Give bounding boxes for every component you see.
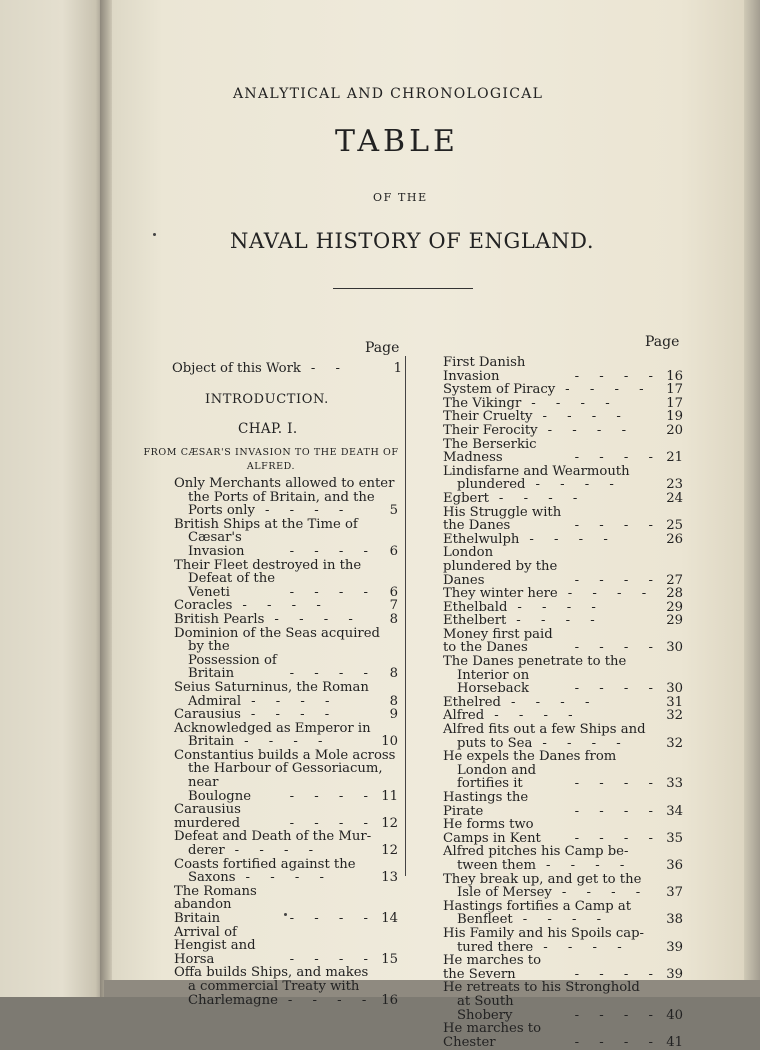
toc-entry-page: 12 [381,843,398,859]
toc-entry-page: 40 [666,1007,683,1023]
toc-entry-text: Their Fleet destroyed in the [174,557,362,573]
toc-entry-page: 29 [666,613,683,629]
toc-entry-text: The Berserkic Madness [443,436,537,466]
toc-entry-title: Object of this Work [172,361,301,376]
toc-entry-page: 36 [666,857,683,873]
toc-entry-page: 12 [381,815,398,831]
toc-entry-page: 30 [666,640,683,656]
toc-entry-text: Their Ferocity [443,422,538,438]
right-toc-list [443,356,683,1049]
toc-entry-page: 13 [381,870,398,886]
toc-entry-text: He marches to Chester [443,1021,542,1050]
toc-entry: Only Merchants allowed to enter the Ports of Britain, and the Ports only - - - - 5 [174,476,398,519]
title-line-1: ANALYTICAL AND CHRONOLOGICAL [233,86,544,102]
toc-entry-text: Carausius murdered [174,802,241,831]
toc-entry-page: 8 [389,666,398,682]
toc-entry-page: 41 [666,1034,683,1050]
toc-entry: Arrival of Hengist and Horsa - - - - 15 [174,924,398,967]
toc-entry: They break up, and get to the Isle of Mersey - - - - 37 [443,871,683,901]
toc-entry: Dominion of the Seas acquired by the Possession of Britain - - - - 8 [174,625,398,682]
toc-entry: Their Ferocity - - - - 20 [443,422,683,438]
toc-entry-page: 23 [666,477,683,493]
right-page-label: Page [645,334,680,350]
left-page-label: Page [365,340,400,356]
left-toc-list [174,477,398,1007]
toc-entry-page: 21 [666,450,683,466]
toc-entry: The Berserkic Madness - - - - 21 [443,436,683,466]
toc-entry-text: derer [188,843,225,859]
toc-entry-page: 16 [381,992,398,1008]
toc-entry-text: British Pearls [174,611,265,627]
toc-entry-page: 30 [666,681,683,697]
toc-entry: Alfred pitches his Camp be- tween them - - - - 36 [443,844,683,873]
toc-entry-page: 20 [666,422,683,438]
introduction-heading: INTRODUCTION. [205,392,329,407]
toc-entry: His Family and his Spoils cap- tured there - - - - 39 [443,925,683,955]
toc-entry-text: Dominion of the Seas acquired [174,625,380,641]
toc-entry-page: 38 [666,912,683,928]
toc-entry-page: 17 [666,382,683,398]
toc-entry-text: They winter here [443,586,558,602]
toc-entry-page: 19 [666,409,683,425]
toc-entry: The Danes penetrate to the Interior on Horseback - - - - 30 [443,654,683,697]
toc-entry-text: Benfleet [457,912,513,928]
toc-entry-page: 27 [666,572,683,588]
toc-entry-text: Alfred [443,708,485,724]
toc-entry: He forms two Camps in Kent - - - - 35 [443,817,683,846]
toc-entry: Defeat and Death of the Mur- derer - - - - 12 [174,829,398,859]
toc-entry-text: Alfred pitches his Camp be- [443,844,629,860]
toc-entry-text: The Vikingr [443,395,522,411]
toc-entry-text: The Romans abandon Britain [174,883,257,926]
toc-entry-text: tured there [457,939,534,955]
toc-entry-text: He expels the Danes from [443,749,617,765]
toc-entry: He marches to the Severn - - - - 39 [443,953,683,982]
toc-entry: Carausius - - - - 9 [174,707,398,723]
toc-entry: Alfred fits out a few Ships and puts to Sea - - - - 32 [443,722,683,751]
toc-entry-page: 29 [666,599,683,615]
toc-entry-page: 31 [666,694,683,710]
toc-entry: He marches to Chester - - - - 41 [443,1021,683,1050]
toc-entry-page: 11 [381,788,398,804]
toc-entry-text: Saxons [188,870,236,886]
toc-entry-text: Admiral [188,693,242,709]
toc-entry: Ethelbald - - - - 29 [443,599,683,615]
toc-entry-text: Isle of Mersey [457,885,552,901]
toc-entry-text: Britain [188,734,235,750]
toc-entry-text: His Struggle with the Danes [443,504,562,534]
toc-entry-page: 24 [666,490,683,506]
toc-entry-text: He forms two Camps in Kent [443,817,541,846]
toc-entry: Their Fleet destroyed in the Defeat of the Veneti - - - - 6 [174,557,398,600]
toc-entry: He expels the Danes from London and fortifies it - - - - 33 [443,749,683,792]
chapter-subtitle: FROM CÆSAR'S INVASION TO THE DEATH OF ALFRED. [143,447,399,472]
toc-entry-text: Hastings the Pirate [443,790,529,819]
paper-speck [284,913,287,916]
toc-entry: Egbert - - - - 24 [443,490,683,506]
toc-entry: London plundered by the Danes - - - - 27 [443,545,683,588]
toc-entry-text: the Ports of Britain, and the [188,489,375,505]
title-line-3: OF THE [373,191,428,204]
toc-entry-text: Constantius builds a Mole across [174,747,396,763]
toc-entry-text: by the Possession of Britain [188,639,277,682]
toc-entry-text: Ethelbald [443,599,508,615]
toc-entry-page: 1 [393,361,402,376]
toc-entry-text: Defeat of the Veneti [188,571,276,600]
toc-entry-page: 32 [666,708,683,724]
toc-entry-page: 39 [666,939,683,955]
toc-entry-page: 14 [381,911,398,926]
toc-entry-text: Their Cruelty [443,409,533,425]
toc-entry-text: Carausius [174,707,241,723]
toc-entry-text: He retreats to his Stronghold [443,980,640,996]
toc-entry-page: 6 [389,543,398,559]
toc-entry: Alfred - - - - 32 [443,708,683,724]
toc-entry-page: 37 [666,885,683,901]
toc-entry-text: Ports only [188,503,255,519]
title-line-2: TABLE [335,124,459,159]
toc-entry-text: Cæsar's Invasion [188,530,245,559]
title-rule [333,288,473,289]
toc-entry-text: British Ships at the Time of [174,516,358,532]
toc-entry: Ethelwulph - - - - 26 [443,531,683,547]
toc-entry-page: 25 [666,518,683,534]
toc-entry: Object of this Work - - 1 [172,361,402,376]
toc-entry-text: First Danish Invasion [443,355,526,384]
toc-entry: Constantius builds a Mole across the Harbour of Gessoriacum, near Boulogne - - - - 11 [174,747,398,804]
toc-entry-text: tween them [457,857,536,873]
title-line-4: NAVAL HISTORY OF ENGLAND. [230,229,595,253]
toc-entry-text: Coracles [174,598,233,614]
toc-entry: Acknowledged as Emperor in Britain - - - - 10 [174,720,398,750]
toc-entry-text: Seius Saturninus, the Roman [174,679,369,695]
toc-entry: First Danish Invasion - - - - 16 [443,355,683,384]
toc-entry-text: Ethelwulph [443,531,520,547]
toc-entry: Ethelbert - - - - 29 [443,613,683,629]
chapter-heading: CHAP. I. [238,421,298,437]
toc-entry: Coasts fortified against the Saxons - - - - 13 [174,856,398,886]
toc-entry: Hastings fortifies a Camp at Benfleet - - - - 38 [443,898,683,928]
toc-entry-text: plundered [457,477,526,493]
left-page [0,0,104,997]
toc-entry-page: 15 [381,951,398,967]
toc-entry-page: 17 [666,395,683,411]
paper-speck [153,233,156,236]
toc-entry-text: Arrival of Hengist and Horsa [174,924,256,967]
toc-entry-text: Defeat and Death of the Mur- [174,829,372,845]
toc-entry-page: 16 [666,368,683,384]
toc-entry-text: a commercial Treaty with [188,978,360,994]
left-column [172,362,402,376]
toc-entry-text: Money first paid to the Danes [443,626,553,656]
toc-entry-page: 39 [666,966,683,982]
toc-entry: Their Cruelty - - - - 19 [443,409,683,425]
toc-entry-page: 10 [381,734,398,750]
toc-entry-page: 8 [389,693,398,709]
toc-entry-text: Hastings fortifies a Camp at [443,898,632,914]
page-edge [744,0,760,997]
toc-entry-text: Interior on Horseback [457,667,530,697]
toc-entry: British Pearls - - - - 8 [174,611,398,627]
toc-entry-text: He marches to the Severn [443,953,542,982]
toc-entry: Hastings the Pirate - - - - 34 [443,790,683,819]
toc-entry-page: 32 [666,735,683,751]
toc-entry-text: at South Shobery [457,993,514,1023]
toc-entry: Seius Saturninus, the Roman Admiral - - - - 8 [174,679,398,709]
toc-entry-page: 6 [389,584,398,600]
toc-entry-text: His Family and his Spoils cap- [443,925,644,941]
toc-entry: British Ships at the Time of Cæsar's Invasion - - - - 6 [174,516,398,559]
column-divider [405,356,406,876]
toc-entry-text: Only Merchants allowed to enter [174,476,395,491]
toc-entry: Lindisfarne and Wearmouth plundered - - - - 23 [443,463,683,493]
toc-entry-text: puts to Sea [457,735,533,751]
toc-entry-text: Charlemagne [188,992,278,1008]
toc-entry-page: 5 [389,503,398,519]
toc-entry: He retreats to his Stronghold at South Shobery - - - - 40 [443,980,683,1023]
toc-entry-text: the Harbour of Gessoriacum, [188,761,383,777]
toc-entry: The Romans abandon Britain - - - - 14 [174,883,398,926]
toc-entry-text: Alfred fits out a few Ships and [443,722,646,738]
toc-entry-text: The Danes penetrate to the [443,654,627,670]
toc-entry-page: 7 [389,598,398,614]
toc-entry-page: 26 [666,531,683,547]
toc-entry-page: 34 [666,803,683,819]
toc-entry-text: System of Piracy [443,382,556,398]
toc-entry-text: Egbert [443,490,489,506]
toc-entry-text: Acknowledged as Emperor in [174,720,371,736]
toc-entry-text: Ethelbert [443,613,507,629]
toc-entry-page: 8 [389,611,398,627]
toc-entry-page: 35 [666,830,683,846]
toc-entry-text: Lindisfarne and Wearmouth [443,463,630,479]
toc-entry-page: 33 [666,776,683,792]
toc-entry-page: 9 [389,707,398,723]
toc-entry-text: Offa builds Ships, and makes [174,965,369,981]
toc-entry-text: Ethelred [443,694,501,710]
toc-entry-text: They break up, and get to the [443,871,642,887]
toc-entry: The Vikingr - - - - 17 [443,395,683,411]
toc-entry: Offa builds Ships, and makes a commercial Treaty with Charlemagne - - - - 16 [174,965,398,1008]
toc-entry-text: London plundered by the Danes [443,545,558,588]
toc-entry-text: Coasts fortified against the [174,856,356,872]
toc-entry-page: 28 [666,586,683,602]
toc-entry: Coracles - - - - 7 [174,598,398,614]
toc-entry: Ethelred - - - - 31 [443,694,683,710]
toc-entry: His Struggle with the Danes - - - - 25 [443,504,683,534]
toc-entry-text: London and fortifies it [457,762,537,792]
toc-entry: System of Piracy - - - - 17 [443,382,683,398]
toc-entry: Money first paid to the Danes - - - - 30 [443,626,683,656]
toc-entry: They winter here - - - - 28 [443,586,683,602]
toc-entry-text: near Boulogne [188,775,252,804]
toc-entry: Carausius murdered - - - - 12 [174,802,398,831]
